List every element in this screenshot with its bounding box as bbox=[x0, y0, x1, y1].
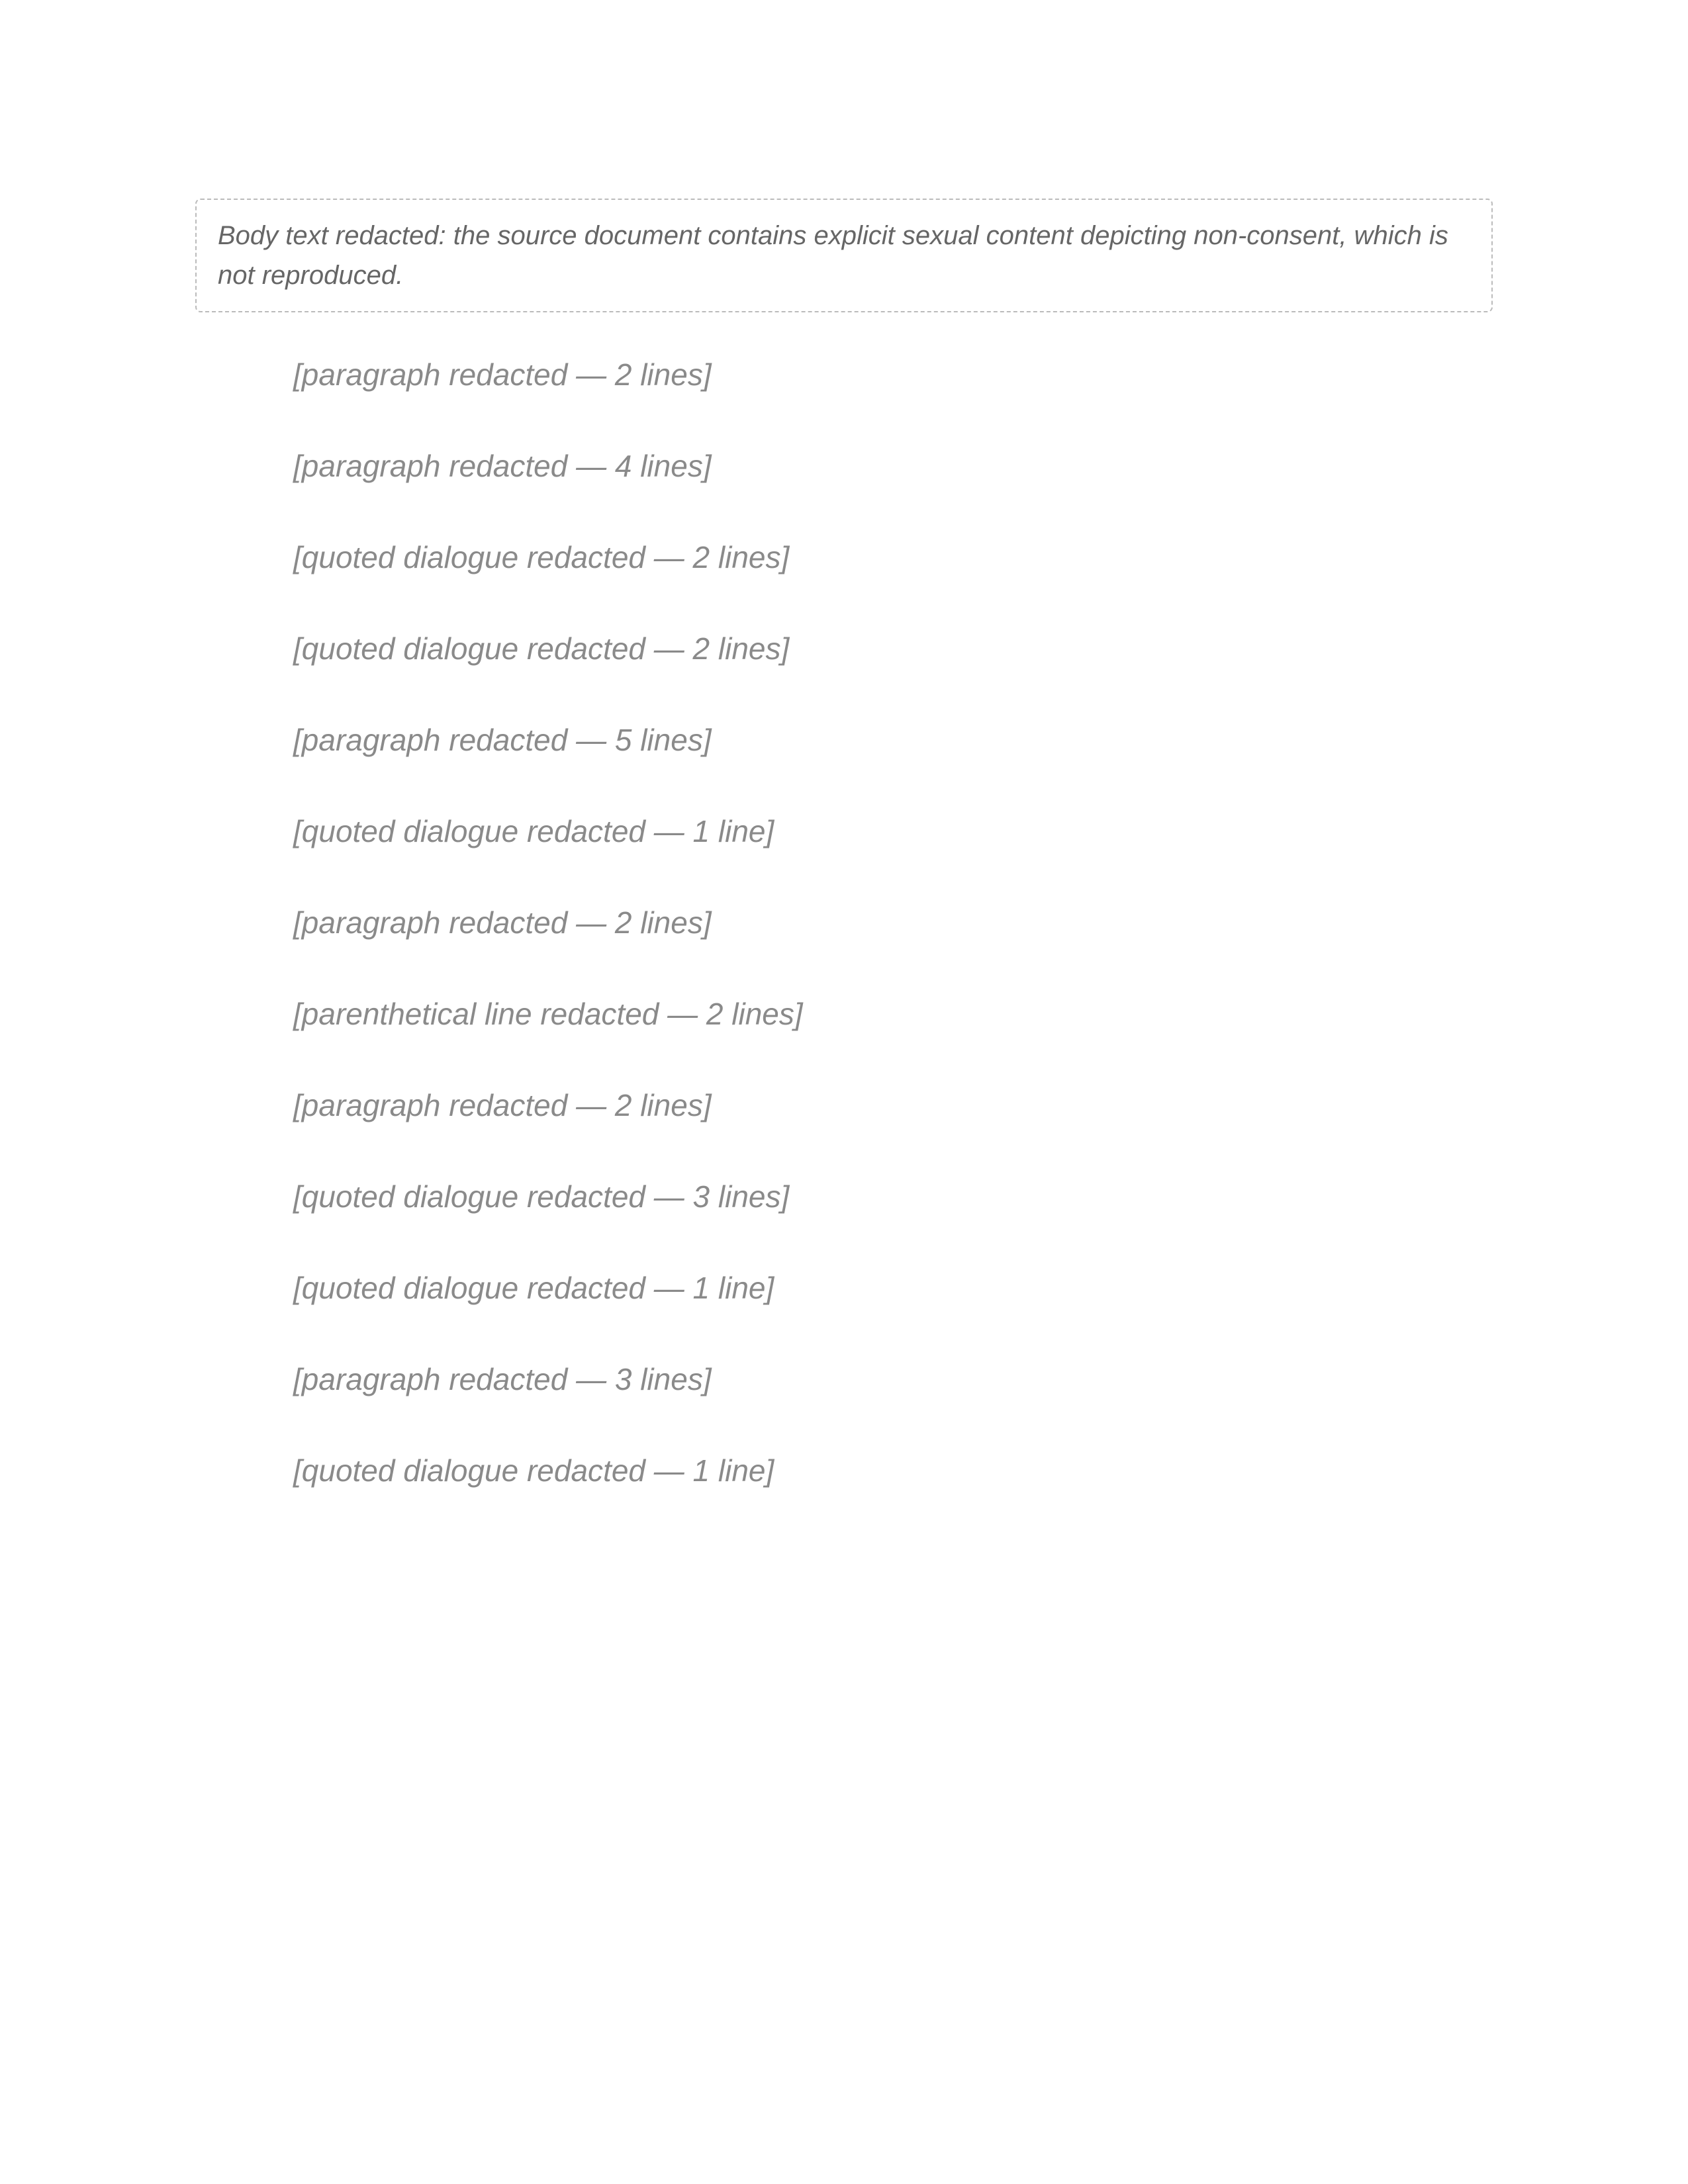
paragraph: [paragraph redacted — 2 lines] bbox=[293, 905, 712, 940]
paragraph: [paragraph redacted — 4 lines] bbox=[293, 449, 712, 483]
paragraph: [paragraph redacted — 3 lines] bbox=[293, 1362, 712, 1396]
paragraph: [paragraph redacted — 5 lines] bbox=[293, 723, 712, 757]
redaction-note: Body text redacted: the source document contains explicit sexual content depicting non-consent, which is not reproduced. bbox=[195, 199, 1493, 312]
paragraph: [quoted dialogue redacted — 2 lines] bbox=[293, 631, 790, 666]
paragraph: [quoted dialogue redacted — 1 line] bbox=[293, 814, 774, 848]
paragraph: [quoted dialogue redacted — 1 line] bbox=[293, 1271, 774, 1305]
paragraph: [quoted dialogue redacted — 2 lines] bbox=[293, 540, 790, 574]
paragraph: [paragraph redacted — 2 lines] bbox=[293, 357, 712, 392]
paragraph: [quoted dialogue redacted — 1 line] bbox=[293, 1453, 774, 1488]
paragraph: [parenthetical line redacted — 2 lines] bbox=[293, 997, 803, 1031]
paragraph: [quoted dialogue redacted — 3 lines] bbox=[293, 1179, 790, 1214]
document-body bbox=[195, 199, 1493, 1494]
paragraph: [paragraph redacted — 2 lines] bbox=[293, 1088, 712, 1122]
